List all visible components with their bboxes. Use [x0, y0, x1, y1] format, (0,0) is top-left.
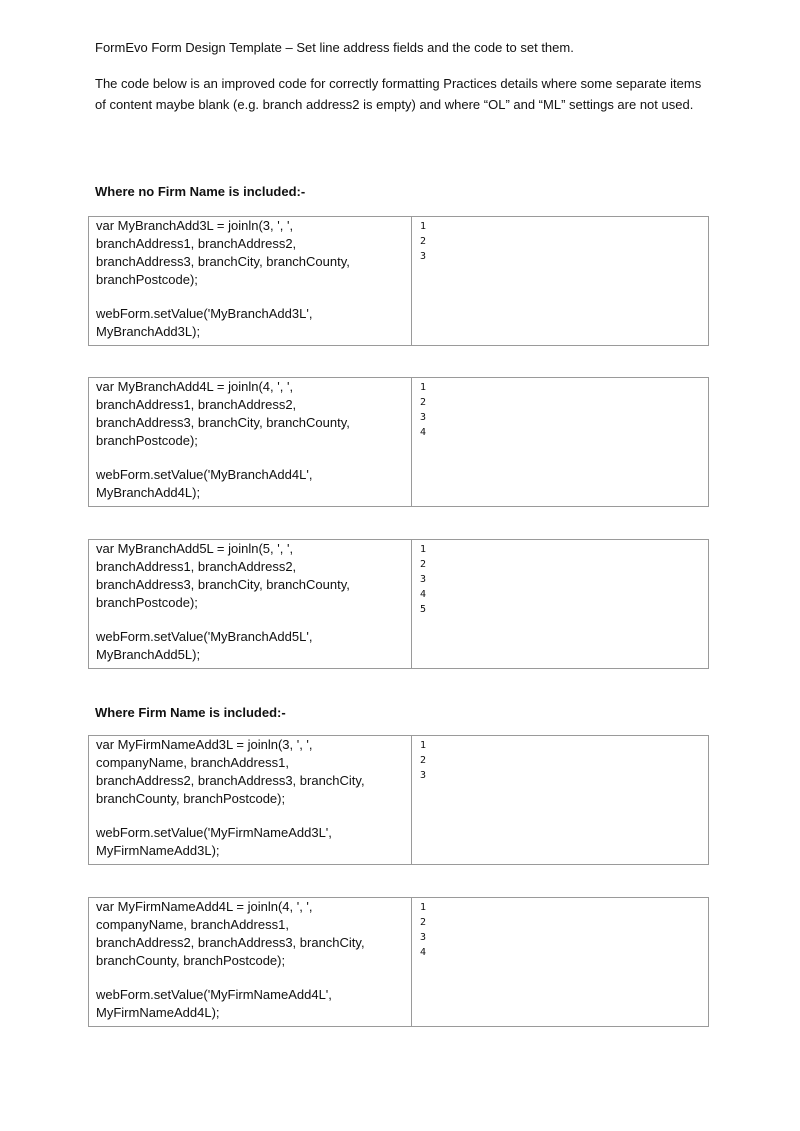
line-number: 1	[420, 544, 427, 555]
line-number: 4	[420, 589, 427, 600]
code-line: branchAddress1, branchAddress2,	[96, 236, 297, 251]
code-line: branchPostcode);	[96, 433, 198, 448]
code-table	[88, 735, 709, 865]
line-number: 2	[420, 755, 427, 766]
line-number: 2	[420, 917, 427, 928]
line-number-cell	[412, 217, 709, 346]
code-table	[88, 897, 709, 1027]
code-line: branchAddress3, branchCity, branchCounty,	[96, 254, 350, 269]
code-line: MyFirmNameAdd3L);	[96, 843, 220, 858]
code-table	[88, 539, 709, 669]
code-cell	[89, 540, 412, 669]
code-line: var MyFirmNameAdd4L = joinln(4, ', ',	[96, 899, 313, 914]
blank-line	[96, 970, 405, 986]
code-line: branchPostcode);	[96, 595, 198, 610]
code-line: branchPostcode);	[96, 272, 198, 287]
code-cell	[89, 736, 412, 865]
code-line: branchCounty, branchPostcode);	[96, 791, 286, 806]
blank-line	[96, 612, 405, 628]
line-number: 1	[420, 221, 427, 232]
code-line: var MyBranchAdd3L = joinln(3, ', ',	[96, 218, 294, 233]
line-number-cell	[412, 736, 709, 865]
code-line: var MyFirmNameAdd3L = joinln(3, ', ',	[96, 737, 313, 752]
code-line: branchAddress1, branchAddress2,	[96, 559, 297, 574]
line-number: 3	[420, 412, 427, 423]
line-number: 3	[420, 574, 427, 585]
code-line: webForm.setValue('MyBranchAdd3L',	[96, 306, 313, 321]
code-table	[88, 216, 709, 346]
code-cell	[89, 378, 412, 507]
line-number: 4	[420, 427, 427, 438]
code-line: webForm.setValue('MyFirmNameAdd4L',	[96, 987, 332, 1002]
document-title: FormEvo Form Design Template – Set line address fields and the code to set them.	[95, 40, 574, 55]
code-line: companyName, branchAddress1,	[96, 755, 289, 770]
line-number: 2	[420, 397, 427, 408]
blank-line	[96, 450, 405, 466]
code-line: MyBranchAdd3L);	[96, 324, 201, 339]
line-number-cell	[412, 898, 709, 1027]
code-line: var MyBranchAdd4L = joinln(4, ', ',	[96, 379, 294, 394]
intro-paragraph: The code below is an improved code for correctly formatting Practices details where some separate items of content maybe blank (e.g. branch address2 is empty) and where “OL” and “ML” settings are not used.	[95, 76, 702, 112]
section-heading-firm-name: Where Firm Name is included:-	[95, 705, 286, 720]
code-line: branchAddress2, branchAddress3, branchCity,	[96, 935, 365, 950]
code-line: branchAddress1, branchAddress2,	[96, 397, 297, 412]
code-line: MyBranchAdd4L);	[96, 485, 201, 500]
line-number-cell	[412, 540, 709, 669]
code-line: MyBranchAdd5L);	[96, 647, 201, 662]
code-line: branchCounty, branchPostcode);	[96, 953, 286, 968]
code-line: MyFirmNameAdd4L);	[96, 1005, 220, 1020]
code-table	[88, 377, 709, 507]
code-line: webForm.setValue('MyFirmNameAdd3L',	[96, 825, 332, 840]
code-line: webForm.setValue('MyBranchAdd5L',	[96, 629, 313, 644]
line-number: 3	[420, 770, 427, 781]
line-number: 1	[420, 902, 427, 913]
code-line: branchAddress3, branchCity, branchCounty,	[96, 415, 350, 430]
blank-line	[96, 289, 405, 305]
line-number: 2	[420, 559, 427, 570]
code-line: companyName, branchAddress1,	[96, 917, 289, 932]
line-number: 1	[420, 740, 427, 751]
code-line: branchAddress2, branchAddress3, branchCity,	[96, 773, 365, 788]
line-number: 5	[420, 604, 427, 615]
line-number: 2	[420, 236, 427, 247]
code-cell	[89, 898, 412, 1027]
section-heading-no-firm-name: Where no Firm Name is included:-	[95, 184, 306, 199]
line-number: 3	[420, 932, 427, 943]
code-line: webForm.setValue('MyBranchAdd4L',	[96, 467, 313, 482]
code-cell	[89, 217, 412, 346]
blank-line	[96, 808, 405, 824]
code-line: branchAddress3, branchCity, branchCounty,	[96, 577, 350, 592]
line-number-cell	[412, 378, 709, 507]
code-line: var MyBranchAdd5L = joinln(5, ', ',	[96, 541, 294, 556]
line-number: 3	[420, 251, 427, 262]
line-number: 4	[420, 947, 427, 958]
line-number: 1	[420, 382, 427, 393]
